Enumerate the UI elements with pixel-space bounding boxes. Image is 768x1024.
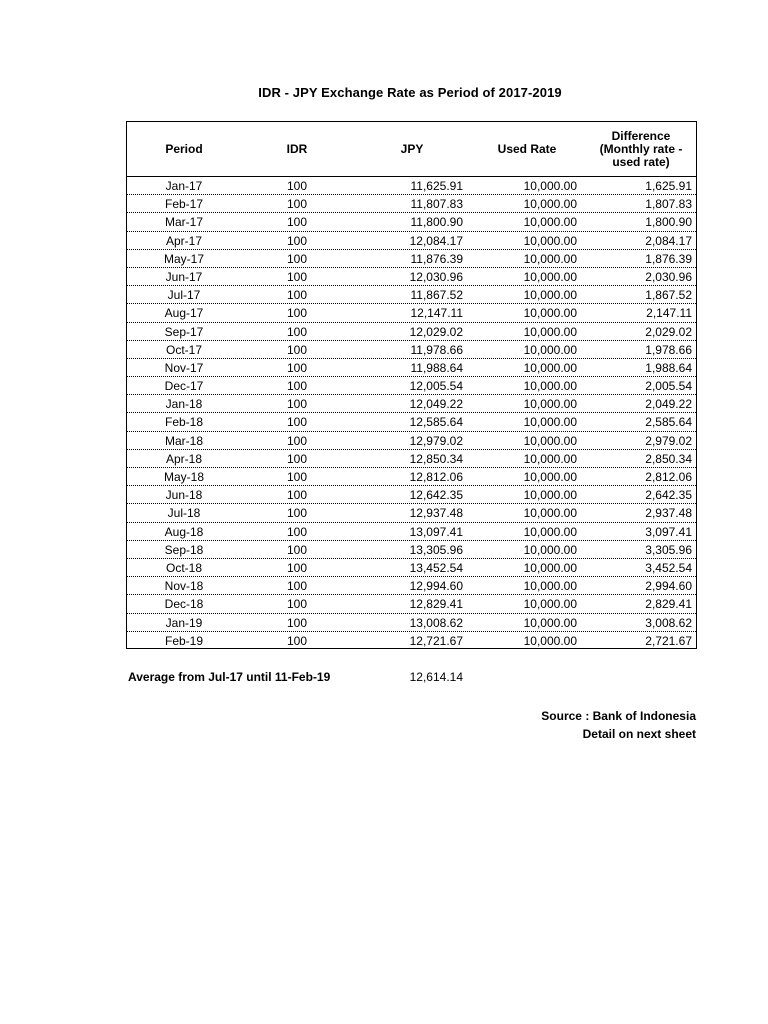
table-row — [127, 468, 696, 486]
cell-difference: 2,812.06 — [645, 470, 692, 484]
cell-jpy: 12,937.48 — [409, 506, 463, 521]
cell-period: Dec-17 — [164, 379, 204, 394]
cell-idr: 100 — [286, 379, 308, 394]
cell-idr: 100 — [286, 542, 308, 557]
cell-used-rate: 10,000.00 — [523, 506, 577, 521]
cell-jpy: 11,867.52 — [410, 288, 463, 303]
cell-difference: 2,585.64 — [645, 415, 692, 430]
cell-used-rate: 10,000.00 — [523, 360, 577, 375]
header-period: Period — [165, 141, 203, 156]
table-row — [127, 504, 696, 522]
cell-jpy: 12,005.54 — [409, 379, 463, 394]
cell-jpy: 12,994.60 — [409, 579, 463, 594]
cell-idr: 100 — [286, 488, 308, 503]
cell-used-rate: 10,000.00 — [523, 451, 577, 466]
table-row — [127, 577, 696, 595]
cell-used-rate: 10,000.00 — [523, 470, 577, 484]
cell-jpy: 12,049.22 — [409, 397, 463, 412]
cell-jpy: 13,452.54 — [409, 560, 463, 575]
cell-used-rate: 10,000.00 — [523, 542, 577, 557]
table-row — [127, 250, 696, 268]
cell-difference: 2,850.34 — [645, 451, 692, 466]
detail-note: Detail on next sheet — [582, 727, 696, 741]
cell-difference: 3,452.54 — [645, 560, 692, 575]
header-difference-line3: used rate) — [612, 154, 670, 169]
cell-jpy: 12,084.17 — [409, 233, 463, 248]
cell-idr: 100 — [286, 415, 308, 430]
cell-idr: 100 — [286, 560, 308, 575]
cell-period: Aug-17 — [164, 306, 204, 321]
cell-jpy: 11,988.64 — [410, 360, 463, 375]
cell-jpy: 13,305.96 — [409, 542, 463, 557]
cell-idr: 100 — [286, 506, 308, 521]
cell-idr: 100 — [286, 269, 308, 284]
cell-period: Jun-17 — [165, 269, 203, 284]
cell-period: Jul-18 — [167, 506, 201, 521]
cell-difference: 1,625.91 — [645, 179, 692, 193]
cell-difference: 2,147.11 — [646, 306, 692, 321]
cell-difference: 2,030.96 — [645, 269, 692, 284]
cell-period: Apr-17 — [165, 233, 203, 248]
cell-idr: 100 — [286, 433, 308, 448]
cell-used-rate: 10,000.00 — [523, 197, 577, 212]
cell-difference: 1,807.83 — [645, 197, 692, 212]
cell-jpy: 12,147.11 — [410, 306, 463, 321]
cell-jpy: 12,585.64 — [409, 415, 463, 430]
cell-jpy: 12,642.35 — [409, 488, 463, 503]
cell-used-rate: 10,000.00 — [523, 397, 577, 412]
cell-period: Mar-18 — [164, 433, 203, 448]
cell-jpy: 13,097.41 — [409, 524, 463, 539]
cell-difference: 2,642.35 — [645, 488, 692, 503]
cell-difference: 2,084.17 — [645, 233, 692, 248]
cell-idr: 100 — [286, 306, 308, 321]
cell-period: Dec-18 — [164, 597, 204, 612]
cell-used-rate: 10,000.00 — [523, 379, 577, 394]
cell-used-rate: 10,000.00 — [523, 579, 577, 594]
table-body — [127, 177, 696, 650]
cell-idr: 100 — [286, 233, 308, 248]
table-row — [127, 595, 696, 613]
cell-used-rate: 10,000.00 — [523, 324, 577, 339]
cell-used-rate: 10,000.00 — [523, 633, 577, 648]
table-row — [127, 395, 696, 413]
cell-used-rate: 10,000.00 — [523, 269, 577, 284]
cell-period: Jan-18 — [165, 397, 203, 412]
table-row — [127, 541, 696, 559]
cell-used-rate: 10,000.00 — [523, 215, 577, 230]
cell-period: Feb-19 — [164, 633, 204, 648]
cell-period: Feb-17 — [164, 197, 204, 212]
cell-period: Nov-17 — [164, 360, 204, 375]
cell-idr: 100 — [286, 251, 308, 266]
table-row — [127, 177, 696, 195]
cell-idr: 100 — [286, 451, 308, 466]
cell-idr: 100 — [286, 288, 308, 303]
cell-period: Sep-18 — [164, 542, 204, 557]
table-row — [127, 213, 696, 231]
source-note — [541, 707, 696, 743]
cell-jpy: 11,876.39 — [410, 251, 463, 266]
cell-difference: 2,994.60 — [645, 579, 692, 594]
cell-idr: 100 — [286, 524, 308, 539]
cell-used-rate: 10,000.00 — [523, 179, 577, 193]
table-row — [127, 195, 696, 213]
table-row — [127, 559, 696, 577]
cell-jpy: 12,030.96 — [409, 269, 463, 284]
cell-difference: 1,988.64 — [645, 360, 692, 375]
cell-used-rate: 10,000.00 — [523, 342, 577, 357]
cell-difference: 2,005.54 — [645, 379, 692, 394]
average-value: 12,614.14 — [409, 670, 463, 684]
cell-difference: 1,978.66 — [645, 342, 692, 357]
cell-difference: 2,979.02 — [645, 433, 692, 448]
cell-used-rate: 10,000.00 — [523, 524, 577, 539]
cell-jpy: 12,850.34 — [409, 451, 463, 466]
cell-period: Jun-18 — [165, 488, 203, 503]
cell-period: Nov-18 — [164, 579, 204, 594]
header-difference-line1: Difference — [611, 128, 671, 143]
cell-difference: 2,937.48 — [645, 506, 692, 521]
cell-used-rate: 10,000.00 — [523, 306, 577, 321]
cell-difference: 1,800.90 — [645, 215, 692, 230]
cell-jpy: 12,721.67 — [409, 633, 463, 648]
cell-period: Jul-17 — [167, 288, 201, 303]
page-title: IDR - JPY Exchange Rate as Period of 2017-2019 — [258, 85, 562, 100]
table-header — [127, 122, 696, 177]
cell-jpy: 12,979.02 — [409, 433, 463, 448]
cell-idr: 100 — [286, 324, 308, 339]
cell-period: Oct-17 — [165, 342, 202, 357]
cell-difference: 2,829.41 — [645, 597, 692, 612]
cell-used-rate: 10,000.00 — [523, 433, 577, 448]
cell-used-rate: 10,000.00 — [523, 560, 577, 575]
table-row — [127, 268, 696, 286]
cell-period: Feb-18 — [164, 415, 204, 430]
cell-used-rate: 10,000.00 — [523, 597, 577, 612]
cell-used-rate: 10,000.00 — [523, 615, 577, 630]
cell-difference: 1,867.52 — [645, 288, 692, 303]
cell-difference: 3,305.96 — [645, 542, 692, 557]
cell-jpy: 12,812.06 — [409, 470, 463, 484]
cell-idr: 100 — [286, 597, 308, 612]
cell-idr: 100 — [286, 215, 308, 230]
cell-idr: 100 — [286, 633, 308, 648]
cell-period: Sep-17 — [164, 324, 204, 339]
cell-idr: 100 — [286, 342, 308, 357]
cell-period: Jan-17 — [165, 179, 203, 193]
cell-used-rate: 10,000.00 — [523, 233, 577, 248]
cell-used-rate: 10,000.00 — [523, 251, 577, 266]
cell-idr: 100 — [286, 197, 308, 212]
header-difference-line2: (Monthly rate - — [599, 141, 683, 156]
table-row — [127, 523, 696, 541]
cell-idr: 100 — [286, 615, 308, 630]
cell-jpy: 12,829.41 — [409, 597, 463, 612]
cell-idr: 100 — [286, 470, 308, 484]
cell-used-rate: 10,000.00 — [523, 488, 577, 503]
table-row — [127, 450, 696, 468]
cell-idr: 100 — [286, 397, 308, 412]
cell-jpy: 11,800.90 — [410, 215, 463, 230]
cell-jpy: 11,807.83 — [410, 197, 463, 212]
cell-jpy: 12,029.02 — [409, 324, 463, 339]
cell-period: Aug-18 — [164, 524, 204, 539]
table-row — [127, 359, 696, 377]
cell-used-rate: 10,000.00 — [523, 415, 577, 430]
table-row — [127, 286, 696, 304]
table-row — [127, 486, 696, 504]
cell-idr: 100 — [286, 579, 308, 594]
table-row — [127, 614, 696, 632]
table-row — [127, 432, 696, 450]
cell-period: Jan-19 — [165, 615, 203, 630]
cell-difference: 3,008.62 — [645, 615, 692, 630]
header-jpy: JPY — [400, 141, 424, 156]
exchange-rate-table — [126, 121, 697, 649]
table-row — [127, 304, 696, 322]
cell-jpy: 11,978.66 — [410, 342, 463, 357]
cell-period: Mar-17 — [164, 215, 203, 230]
table-row — [127, 341, 696, 359]
table-row — [127, 377, 696, 395]
cell-period: Apr-18 — [165, 451, 203, 466]
cell-idr: 100 — [286, 179, 308, 193]
cell-jpy: 11,625.91 — [410, 179, 463, 193]
table-row — [127, 232, 696, 250]
header-used-rate: Used Rate — [497, 141, 557, 156]
average-label: Average from Jul-17 until 11-Feb-19 — [128, 670, 331, 684]
cell-difference: 1,876.39 — [645, 251, 692, 266]
table-row — [127, 413, 696, 431]
cell-period: Oct-18 — [165, 560, 202, 575]
cell-jpy: 13,008.62 — [409, 615, 463, 630]
table-row — [127, 632, 696, 650]
cell-difference: 2,049.22 — [645, 397, 692, 412]
source-line: Source : Bank of Indonesia — [541, 709, 696, 723]
cell-idr: 100 — [286, 360, 308, 375]
cell-period: May-18 — [163, 470, 204, 484]
cell-difference: 2,029.02 — [645, 324, 692, 339]
cell-used-rate: 10,000.00 — [523, 288, 577, 303]
cell-difference: 3,097.41 — [645, 524, 692, 539]
table-row — [127, 323, 696, 341]
header-idr: IDR — [286, 141, 308, 156]
cell-period: May-17 — [163, 251, 204, 266]
cell-difference: 2,721.67 — [645, 633, 692, 648]
header-difference — [585, 122, 697, 176]
